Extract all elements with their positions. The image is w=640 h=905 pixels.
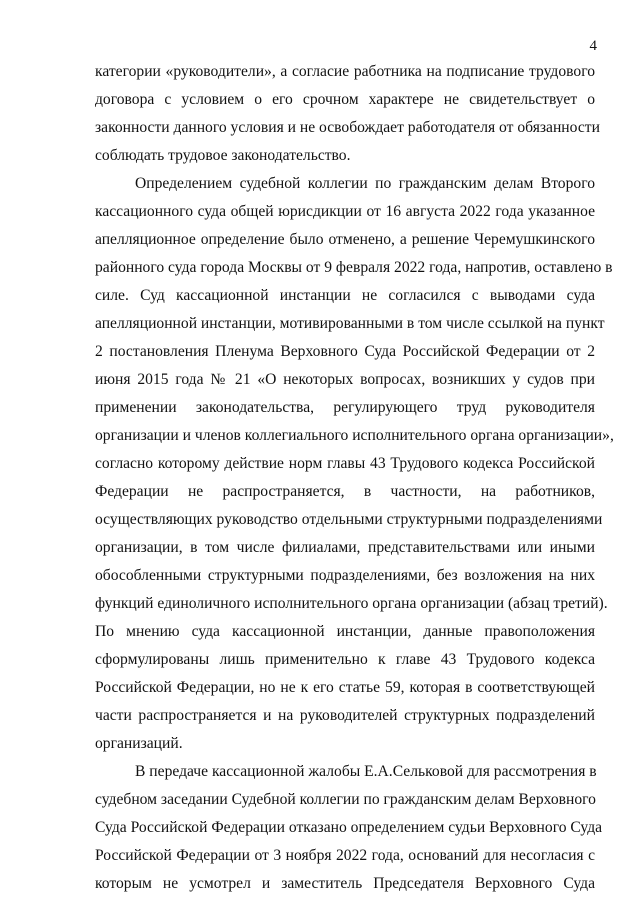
text-line: районного суда города Москвы от 9 февраля 2022 года, напротив, оставлено в [95,259,613,276]
text-line: Российской Федерации от 3 ноября 2022 года, оснований для несогласия с [95,847,595,864]
text-line: силе. Суд кассационной инстанции не согласился с выводами суда [95,287,595,304]
text-line: которым не усмотрел и заместитель Председателя Верховного Суда [95,875,595,892]
page-number: 4 [589,38,597,54]
text-line: категории «руководители», а согласие работника на подписание трудового [95,63,595,80]
text-line: осуществляющих руководство отдельными структурными подразделениями [95,511,603,528]
text-line: судебном заседании Судебной коллегии по гражданским делам Верховного [95,791,596,808]
text-line: применении законодательства, регулирующего труд руководителя [95,399,595,416]
text-line: функций единоличного исполнительного органа организации (абзац третий). [95,595,608,612]
text-line: апелляционной инстанции, мотивированными в том числе ссылкой на пункт [95,315,605,332]
text-line: кассационного суда общей юрисдикции от 16 августа 2022 года указанное [95,203,595,220]
text-line: организации и членов коллегиального исполнительного органа организации», [95,427,614,444]
text-line: договора с условием о его срочном характере не свидетельствует о [95,91,595,108]
text-line: Российской Федерации, но не к его статье 59, которая в соответствующей [95,679,595,696]
text-line: соблюдать трудовое законодательство. [95,147,351,164]
text-line: июня 2015 года № 21 «О некоторых вопросах, возникших у судов при [95,371,595,388]
text-line: организации, в том числе филиалами, представительствами или иными [95,539,595,556]
text-line: обособленными структурными подразделениями, без возложения на них [95,567,595,584]
text-line: Определением судебной коллегии по гражданским делам Второго [135,175,595,192]
text-line: сформулированы лишь применительно к главе 43 Трудового кодекса [95,651,595,668]
text-line: части распространяется и на руководителей структурных подразделений [95,707,595,724]
text-line: согласно которому действие норм главы 43 Трудового кодекса Российской [95,455,595,472]
text-line: законности данного условия и не освобождает работодателя от обязанности [95,119,600,136]
text-line: Суда Российской Федерации отказано определением судьи Верховного Суда [95,819,603,836]
text-line: В передаче кассационной жалобы Е.А.Сельковой для рассмотрения в [135,763,597,780]
text-line: Федерации не распространяется, в частности, на работников, [95,483,595,500]
text-line: 2 постановления Пленума Верховного Суда Российской Федерации от 2 [95,343,595,360]
text-line: апелляционное определение было отменено, а решение Черемушкинского [95,231,595,248]
text-line: организаций. [95,735,183,752]
text-line: По мнению суда кассационной инстанции, данные правоположения [95,623,595,640]
